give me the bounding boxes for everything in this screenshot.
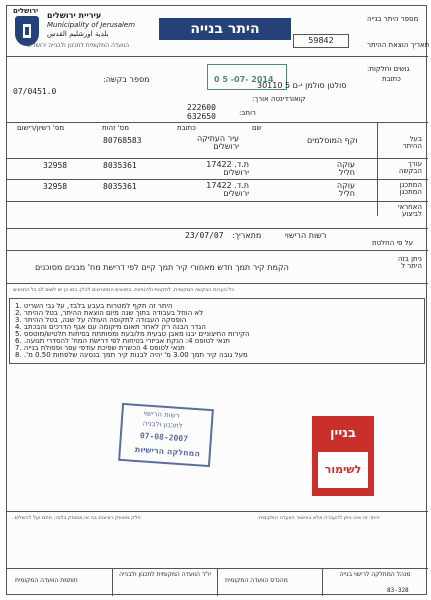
coord-y-label: רוחב: <box>239 109 256 117</box>
committee-name: הוועדה המקומית לתכנון ולבנייה ירושלים <box>27 42 130 49</box>
signature-label: חותמת הוועדה המקומית <box>15 577 78 584</box>
footer-note-left: חלק מסופק רציונות בה או מסופק בלבד, חתם ועל להשלים. <box>13 515 141 521</box>
issue-date-label: תאריך הוצאת ההיתר <box>367 41 430 49</box>
list-item: הקירות החיצוניים יבנו מאבן טבעית מלובעת ומסותתת בסיתות תלטיש/מוטסס .5 <box>15 330 250 338</box>
list-item: תנאי לטופס 4 הכשרת שפיכת עודפי עפר ופסולת בנייה .7 <box>15 344 185 352</box>
conditions-intro: כל הערות הבקשה המקומית, לתקנות ולהנחיות. בתנאים המפורטים להלן. כמו כן יש לשים לב כל התנאים <box>13 287 235 293</box>
preservation-stamp: בניין לשימור <box>312 416 374 496</box>
form-code: 83-328 <box>387 587 409 594</box>
col-header-name: שם <box>252 124 262 132</box>
coord-y: 632650 <box>187 112 216 121</box>
list-item: מעל גובה קיר תמך 3.00 מ' יהיה לבנות קיר תמך בנסיגה שלפחות 0.50 מ'. .8 <box>15 351 248 359</box>
permit-number: 59842 <box>293 34 349 48</box>
page-title: היתר בנייה <box>159 18 291 40</box>
request-number: 07/0451.0 <box>13 87 57 96</box>
parcels-label: גושים וחלקות: <box>367 65 410 73</box>
coord-x: 222600 <box>187 103 216 112</box>
list-item: תנאי לטופס 4: הנקת אביזרי בטיחות לפי דרישת המח' להסדרי תנועה. .6 <box>15 337 230 345</box>
decision-by-label: על פי החלטת <box>372 239 414 247</box>
permit-description: הקמת קיר תמך חדש מאחורי קיר תמך קיים לפי דרישת מח' מבנים מסוכנים <box>35 263 289 272</box>
municipality-he: עיריית ירושלים <box>47 11 102 20</box>
permit-number-label: מספר היתר בנייה <box>367 15 419 23</box>
signature-label: יו"ר הוועדה המקומית לתכנון ולבנייה <box>119 571 211 578</box>
given-label: ניתן בזה היתר ל <box>397 255 422 270</box>
decision-authority: רשות הרישוי <box>285 231 327 240</box>
municipality-ar: بلدية اورشليم القدس <box>47 30 109 38</box>
permit-document: ירושלים עיריית ירושלים Municipality of Jerusalem بلدية اورشليم القدس הוועדה המקומית לתכנון ולבנייה ירושלים היתר בנייה מספר היתר בנייה 59842 תאריך הוצאת ההיתר 0 5 -07- 2014 גושים וחלקות: מספר בקשה: 07/0451.0 כתובת סולטן סולמן י-ם 5 30110 קואורדינטה אורך: 222600 רוחב: 632650 שם כתובת מס' זהות מס' רשיון/רישום בעל ההיתר וקף המוסלמים עיר העתיקה ירושלים 80768583 עורך הבקשה עוקה חליל ת.ד. 17422 ירושלים 8035361 32958 המתכנן המתכנן עוקה חליל ת.ד. 17422 ירושלים 8035361 32958 האחראי לביצוע על פי החלטת רשות הרישוי מתאריך: 23/07/07 ניתן בזה היתר ל הקמת קיר תמך חדש מאחורי קיר תמך קיים לפי דרישת מח' מבנים מסוכנים כל הערות הבקשה המקומית, לתקנות ולהנחיות. בתנאים המפורטים להלן. כמו כן יש לשים לב כל התנאים היתר זה תקף למטרות בעבע בלבד, על גבי השריט .1 לא הוחל בעבודה בתוך שנה מיום הוצאת ההיתר, בטל ההיתר .2 הופסקה העבודה לתקופה העולה על שנה, בטל ההיתר .3 הגדר הבנה רק לאחר תאום מיקומה עם אגף הדרכים והבכתב .4 הקירות החיצוניים יבנו מאבן טבעית מלובעת ומסותתת בסיתות תלטיש/מוטסס .5 תנאי לטופס 4: הנקת אביזרי בטיחות לפי דרישת המח' להסדרי תנועה. .6 תנאי לטופס 4 הכשרת שפיכת עודפי עפר ופסולת בנייה .7 מעל גובה קיר תמך 3.00 מ' יהיה לבנות קיר תמך בנסיגה שלפחות 0.50 מ'. .8 רשות הרישוי לתכנון ולבניה 07-08-2007 המחלקה הרישיות בניין לשימור חלק מסופק רציונות בה או מסופק בלבד, חתם ועל להשלים. היתר זה אינו ניתן להעברה אלא באישור הוועדה המקומית. חותמת הוועדה המקומית יו"ר הוועדה המקומית לתכנון ולבנייה מהנדס הוועדה המקומית מנהל המחלקה לרישוי בנייה 83-328 <box>6 5 427 595</box>
municipality-en: Municipality of Jerusalem <box>47 21 136 29</box>
city-label: ירושלים <box>13 7 39 15</box>
col-header-license: מס' רשיון/רישום <box>17 124 65 132</box>
col-header-address: כתובת <box>177 124 196 132</box>
list-item: הופסקה העבודה לתקופה העולה על שנה, בטל ההיתר .3 <box>15 316 187 324</box>
signature-label: מהנדס הוועדה המקומית <box>225 577 288 584</box>
stamp-date-value: 0 5 -07- 2014 <box>214 75 274 84</box>
footer-note-right: היתר זה אינו ניתן להעברה אלא באישור הוועדה המקומית. <box>257 515 380 521</box>
approval-stamp: רשות הרישוי לתכנון ולבניה 07-08-2007 המחלקה הרישיות <box>118 403 214 467</box>
list-item: לא הוחל בעבודה בתוך שנה מיום הוצאת ההיתר, בטל ההיתר .2 <box>15 309 204 317</box>
address-value: סולטן סולמן י-ם 5 30110 <box>257 81 347 90</box>
col-header-id: מס' זהות <box>102 124 129 132</box>
signature-label: מנהל המחלקה לרישוי בנייה <box>339 571 411 578</box>
decision-date-label: מתאריך: <box>232 231 262 240</box>
list-item: היתר זה תקף למטרות בעבע בלבד, על גבי השריט .1 <box>15 302 173 310</box>
list-item: הגדר הבנה רק לאחר תאום מיקומה עם אגף הדרכים והבכתב .4 <box>15 323 206 331</box>
coords-label: קואורדינטה אורך: <box>252 95 306 103</box>
decision-date: 23/07/07 <box>185 231 224 240</box>
request-number-label: מספר בקשה: <box>103 75 150 84</box>
address-label: כתובת <box>382 75 401 83</box>
